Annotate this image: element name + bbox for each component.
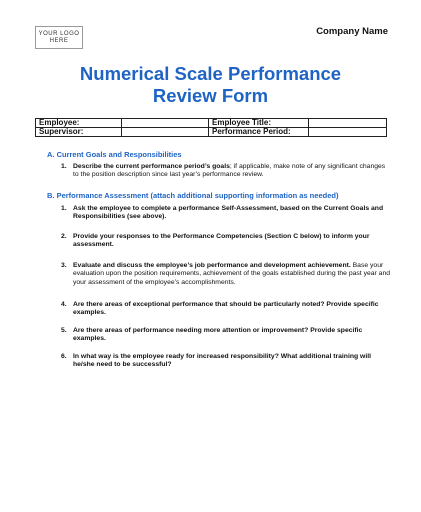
item-number: 1.: [61, 205, 67, 212]
section-b-item: [61, 233, 391, 250]
item-bold-text: Are there areas of exceptional performance that should be particularly noted? Provide specific examples.: [73, 301, 379, 317]
form-title-line-1: Numerical Scale Performance: [79, 63, 342, 84]
section-b-item: [61, 262, 391, 287]
section-b-item: [61, 205, 391, 222]
employee-info-table: [35, 118, 387, 137]
section-b-item: [61, 327, 391, 344]
item-number: 6.: [61, 353, 67, 360]
employee-title-label: Employee Title:: [209, 119, 309, 128]
logo-placeholder: [35, 26, 83, 49]
item-number: 5.: [61, 327, 67, 334]
section-a-item: [61, 163, 391, 180]
logo-line-2: HERE: [49, 37, 69, 44]
info-row-employee: [36, 119, 387, 128]
employee-field[interactable]: [122, 119, 209, 128]
item-number: 3.: [61, 262, 67, 269]
section-b-item: [61, 301, 391, 318]
supervisor-label: Supervisor:: [36, 128, 122, 137]
item-bold-text: Describe the current performance period’s goals: [73, 163, 230, 170]
item-bold-text: In what way is the employee ready for increased responsibility? What additional training will he/she need to be successful?: [73, 353, 371, 369]
section-b-heading: B. Performance Assessment (attach additional supporting information as needed): [47, 191, 339, 200]
item-text: Base your evaluation upon the position requirements, achievement of the goals established during the past year and your assessment of the employee’s accomplishments.: [73, 262, 391, 286]
item-bold-text: Provide your responses to the Performance Competencies (Section C below) to inform your assessment.: [73, 233, 370, 249]
item-bold-text: Ask the employee to complete a performance Self-Assessment, based on the Current Goals and Responsibilities (see above).: [73, 205, 384, 221]
item-number: 2.: [61, 233, 67, 240]
item-bold-text: Evaluate and discuss the employee’s job performance and development achievement.: [73, 262, 351, 269]
section-a-heading: A. Current Goals and Responsibilities: [47, 150, 182, 159]
item-number: 4.: [61, 301, 67, 308]
company-name: Company Name: [316, 26, 388, 37]
form-title: [0, 63, 421, 107]
section-b-item: [61, 353, 391, 370]
employee-label: Employee:: [36, 119, 122, 128]
supervisor-field[interactable]: [122, 128, 209, 137]
item-bold-text: Are there areas of performance needing more attention or improvement? Provide specific examples.: [73, 327, 363, 343]
form-title-line-2: Review Form: [152, 85, 269, 106]
logo-line-1: YOUR LOGO: [38, 30, 80, 37]
performance-period-field[interactable]: [309, 128, 387, 137]
item-text: ; if applicable, make note of any significant changes to the position description since last year’s performance review.: [73, 163, 386, 179]
item-number: 1.: [61, 163, 67, 170]
employee-title-field[interactable]: [309, 119, 387, 128]
performance-period-label: Performance Period:: [209, 128, 309, 137]
info-row-supervisor: [36, 128, 387, 137]
